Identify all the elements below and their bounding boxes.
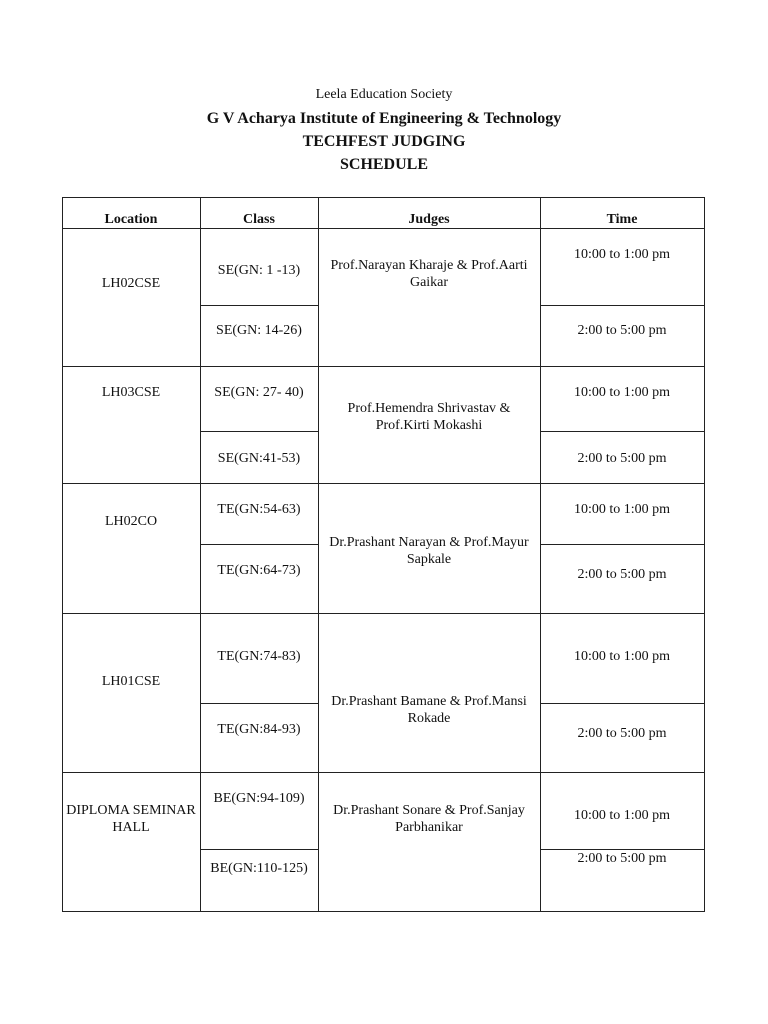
class-cell: TE(GN:84-93) <box>217 721 301 737</box>
table-rule <box>318 197 319 912</box>
header-location: Location <box>104 211 158 227</box>
judges-cell: Prof.Hemendra Shrivastav & Prof.Kirti Mokashi <box>347 401 511 433</box>
judges-cell: Dr.Prashant Narayan & Prof.Mayur Sapkale <box>329 535 529 567</box>
table-rule <box>62 772 705 773</box>
time-cell: 2:00 to 5:00 pm <box>577 725 667 741</box>
time-cell: 2:00 to 5:00 pm <box>577 322 667 338</box>
table-rule <box>62 228 705 229</box>
table-rule <box>200 431 319 432</box>
table-rule <box>540 544 705 545</box>
table-rule <box>704 197 705 912</box>
table-rule <box>540 849 705 850</box>
location-cell: LH02CO <box>104 513 158 529</box>
header-time: Time <box>606 211 638 227</box>
location-cell: LH02CSE <box>101 275 161 291</box>
event-title: TECHFEST JUDGING <box>302 133 466 150</box>
time-cell: 10:00 to 1:00 pm <box>573 648 671 664</box>
location-cell: DIPLOMA SEMINAR HALL <box>66 803 196 835</box>
table-rule <box>540 431 705 432</box>
class-cell: TE(GN:54-63) <box>217 501 301 517</box>
header-class: Class <box>243 211 275 227</box>
table-rule <box>200 305 319 306</box>
class-cell: SE(GN: 27- 40) <box>214 384 304 400</box>
class-cell: TE(GN:74-83) <box>217 648 301 664</box>
table-rule <box>200 703 319 704</box>
judges-cell: Prof.Narayan Kharaje & Prof.Aarti Gaikar <box>330 258 528 290</box>
institute-name: G V Acharya Institute of Engineering & Technology <box>206 110 562 127</box>
table-rule <box>200 197 201 912</box>
location-cell: LH01CSE <box>101 673 161 689</box>
schedule-title: SCHEDULE <box>339 156 429 173</box>
header-judges: Judges <box>408 211 450 227</box>
judges-cell: Dr.Prashant Bamane & Prof.Mansi Rokade <box>331 694 527 726</box>
table-rule <box>200 849 319 850</box>
time-cell: 10:00 to 1:00 pm <box>573 246 671 262</box>
table-rule <box>62 197 63 912</box>
time-cell: 10:00 to 1:00 pm <box>573 384 671 400</box>
table-rule <box>540 703 705 704</box>
time-cell: 2:00 to 5:00 pm <box>577 566 667 582</box>
table-rule <box>62 366 705 367</box>
time-cell: 2:00 to 5:00 pm <box>577 450 667 466</box>
society-name: Leela Education Society <box>315 87 453 102</box>
location-cell: LH03CSE <box>101 384 161 400</box>
time-cell: 10:00 to 1:00 pm <box>573 807 671 823</box>
table-rule <box>540 197 541 912</box>
time-cell: 2:00 to 5:00 pm <box>577 850 667 866</box>
class-cell: TE(GN:64-73) <box>217 562 301 578</box>
table-rule <box>200 544 319 545</box>
table-rule <box>62 483 705 484</box>
class-cell: SE(GN:41-53) <box>217 450 301 466</box>
class-cell: BE(GN:94-109) <box>213 790 305 806</box>
class-cell: SE(GN: 1 -13) <box>217 262 301 278</box>
class-cell: SE(GN: 14-26) <box>216 322 302 338</box>
time-cell: 10:00 to 1:00 pm <box>573 501 671 517</box>
table-rule <box>62 613 705 614</box>
class-cell: BE(GN:110-125) <box>210 860 308 876</box>
table-rule <box>62 197 705 198</box>
table-rule <box>540 305 705 306</box>
table-rule <box>62 911 705 912</box>
judges-cell: Dr.Prashant Sonare & Prof.Sanjay Parbhanikar <box>333 803 525 835</box>
